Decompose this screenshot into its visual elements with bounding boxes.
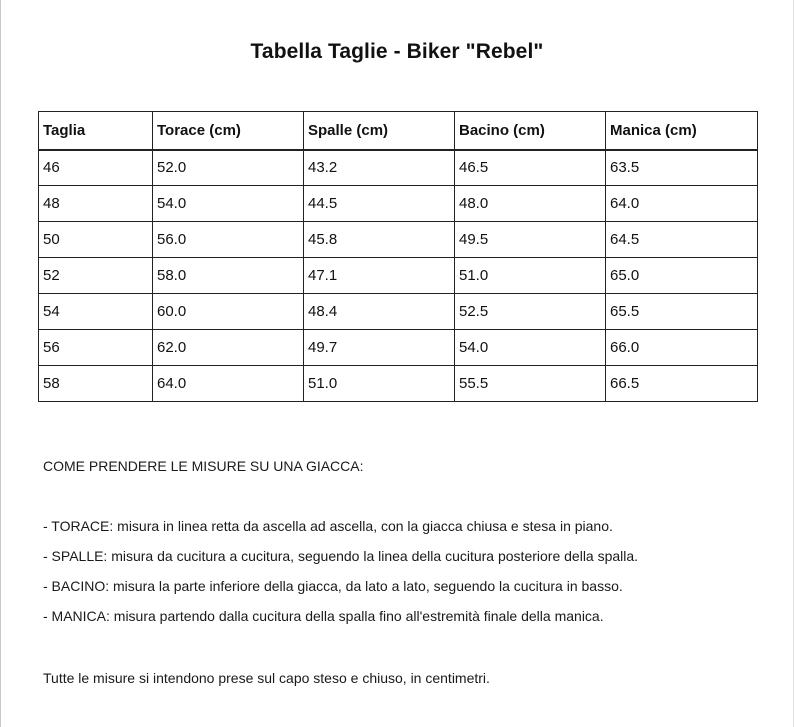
- table-cell: 44.5: [304, 186, 455, 222]
- table-row: [39, 294, 758, 330]
- table-row: [39, 222, 758, 258]
- size-chart-table: [38, 111, 758, 402]
- table-cell: 46.5: [455, 150, 606, 186]
- instruction-manica: - MANICA: misura partendo dalla cucitura della spalla fino all'estremità finale della manica.: [43, 608, 604, 624]
- table-cell: 54.0: [455, 330, 606, 366]
- table-cell: 60.0: [153, 294, 304, 330]
- table-cell: 56.0: [153, 222, 304, 258]
- table-cell: 65.0: [606, 258, 758, 294]
- table-cell: 66.5: [606, 366, 758, 402]
- table-cell: 58: [39, 366, 153, 402]
- table-cell: 62.0: [153, 330, 304, 366]
- column-header-spalle: Spalle (cm): [304, 112, 455, 150]
- table-cell: 46: [39, 150, 153, 186]
- table-cell: 50: [39, 222, 153, 258]
- column-header-manica: Manica (cm): [606, 112, 758, 150]
- table-cell: 45.8: [304, 222, 455, 258]
- table-cell: 43.2: [304, 150, 455, 186]
- table-cell: 49.7: [304, 330, 455, 366]
- instruction-spalle: - SPALLE: misura da cucitura a cucitura, seguendo la linea della cucitura posteriore della spalla.: [43, 548, 639, 564]
- table-cell: 47.1: [304, 258, 455, 294]
- instructions-footer-note: Tutte le misure si intendono prese sul capo steso e chiuso, in centimetri.: [43, 670, 490, 686]
- page-title: Tabella Taglie - Biker "Rebel": [250, 40, 544, 63]
- table-cell: 52.0: [153, 150, 304, 186]
- table-cell: 48: [39, 186, 153, 222]
- table-header-row: [39, 112, 758, 150]
- column-header-bacino: Bacino (cm): [455, 112, 606, 150]
- table-row: [39, 186, 758, 222]
- table-cell: 64.0: [153, 366, 304, 402]
- column-header-torace: Torace (cm): [153, 112, 304, 150]
- instruction-torace: - TORACE: misura in linea retta da ascella ad ascella, con la giacca chiusa e stesa in piano.: [43, 518, 613, 534]
- column-header-taglia: Taglia: [39, 112, 153, 150]
- table-cell: 51.0: [455, 258, 606, 294]
- table-cell: 52.5: [455, 294, 606, 330]
- table-row: [39, 366, 758, 402]
- table-cell: 65.5: [606, 294, 758, 330]
- table-cell: 54: [39, 294, 153, 330]
- table-cell: 66.0: [606, 330, 758, 366]
- table-cell: 55.5: [455, 366, 606, 402]
- table-cell: 63.5: [606, 150, 758, 186]
- table-cell: 52: [39, 258, 153, 294]
- table-cell: 56: [39, 330, 153, 366]
- table-cell: 64.0: [606, 186, 758, 222]
- table-cell: 51.0: [304, 366, 455, 402]
- table-cell: 64.5: [606, 222, 758, 258]
- instructions-heading: COME PRENDERE LE MISURE SU UNA GIACCA:: [43, 458, 364, 474]
- table-cell: 48.0: [455, 186, 606, 222]
- table-cell: 48.4: [304, 294, 455, 330]
- table-row: [39, 330, 758, 366]
- instruction-bacino: - BACINO: misura la parte inferiore della giacca, da lato a lato, seguendo la cucitura in basso.: [43, 578, 623, 594]
- table-cell: 54.0: [153, 186, 304, 222]
- table-cell: 58.0: [153, 258, 304, 294]
- table-row: [39, 150, 758, 186]
- table-row: [39, 258, 758, 294]
- page-border-left: [0, 0, 1, 727]
- table-cell: 49.5: [455, 222, 606, 258]
